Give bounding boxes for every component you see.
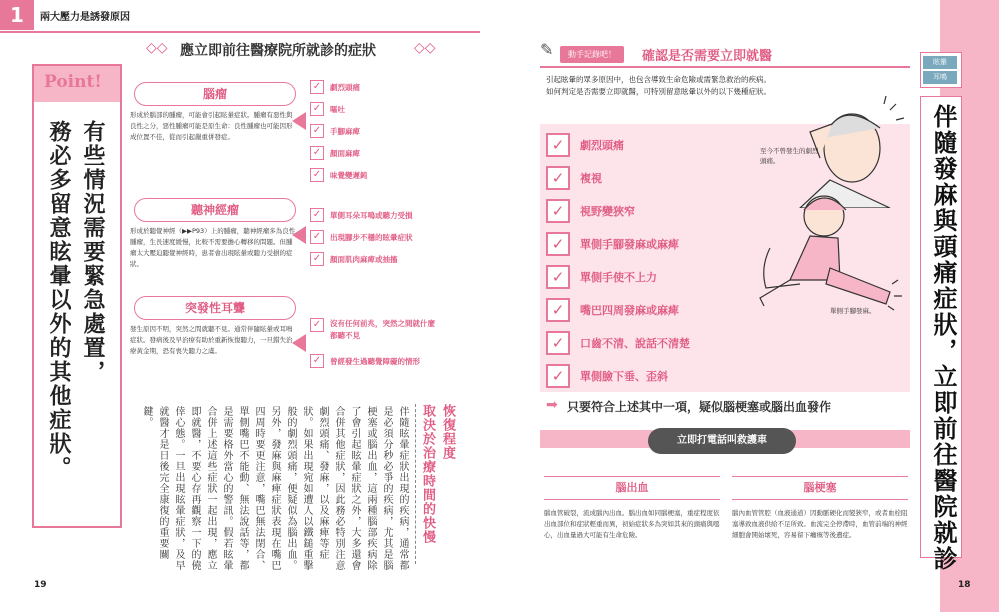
brain-infarct-desc: 腦內血管管腔（血液通道）因動脈硬化而變狹窄，或者血栓阻塞導致血液供給不足所致。血流完全停滯時，血管前端的神經細胞會開始壞死，容易留下癱瘓等後遺症。 [732,509,908,539]
checkbox-icon: ✓ [546,298,570,322]
checkbox-icon: ✓ [546,166,570,190]
symptom-item: ✓ 顏面麻痺 [310,142,440,164]
column-divider [414,404,416,564]
symptom-item: ✓ 沒有任何前兆，突然之間就什麼都聽不見 [310,318,460,350]
checkbox-icon: ✓ [546,265,570,289]
checkbox-icon: ✓ [546,331,570,355]
caption-numbness: 單側手腳發麻。 [830,307,876,315]
condition-desc: 形成於腦部的腫瘤，可能會引起眩暈症狀。腫瘤有惡性與良性之分，惡性腫瘤可能是原生命：良性腫瘤也可能因形成位置不佳，從而引起嚴重併發症。 [130,111,293,141]
memo-desc: 引起眩暈的眾多原因中，也包含導致生命危險或需緊急救治的疾病。 如何判定是否需要立即就醫，可特別留意眩暈以外的以下幾種症狀。 [546,75,771,96]
condition-title: 腦瘤 [134,82,296,106]
numbness-illustration [730,188,910,318]
checklist-item: ✓ 嘴巴四周發麻或麻痺 [546,293,736,326]
brain-bleed-desc: 腦血管破裂，流成腦內出血。腦出血如同腦梗塞，重症程度依出血部位和症狀輕重而異，初始症狀多為突如其來的頭痛與噁心，出血量過大可能有生命危險。 [544,509,720,539]
emergency-pill: 立即打電話叫救護車 [648,428,796,454]
tag-tinnitus: 耳鳴 [923,71,957,84]
column-heading-1: 恢復程度 [440,404,455,460]
checkbox-icon: ✓ [546,364,570,388]
section-title: 應立即前往醫療院所就診的症狀 [180,43,376,59]
pencil-icon: ✎ [540,40,554,59]
memo-badge: 動手記錄吧！ [560,46,624,63]
condition-title: 聽神經瘤 [134,198,296,222]
checklist-item: ✓ 劇烈頭痛 [546,128,736,161]
arrow-left-icon [292,334,306,352]
checkbox-icon: ✓ [310,252,324,266]
symptom-item: ✓ 劇烈頭痛 [310,76,440,98]
result-text: 只要符合上述其中一項，疑似腦梗塞或腦出血發作 [567,400,832,414]
point-text-line1: 有些情況需要緊急處置， [80,120,106,384]
checkbox-icon: ✓ [546,199,570,223]
checklist-item: ✓ 單側臉下垂、歪斜 [546,359,736,392]
checkbox-icon: ✓ [310,146,324,160]
point-mark: ! [94,72,102,92]
symptom-item: ✓ 單側耳朵耳鳴或聽力受損 [310,204,460,226]
symptom-item: ✓ 嘔吐 [310,98,440,120]
memo-title: 確認是否需要立即就醫 [642,49,773,64]
symptom-item: ✓ 顏面肌肉麻痺或抽搐 [310,248,460,270]
tag-dizziness: 眩暈 [923,56,957,69]
right-arrow-icon: ➡ [546,397,558,413]
checkbox-icon: ✓ [310,208,324,222]
checklist-item: ✓ 視野變狹窄 [546,194,736,227]
symptom-item: ✓ 味覺變遲鈍 [310,164,440,186]
condition-desc: 形成於聽覺神經（▶▶P93）上的腫瘤，聽神經瘤多為良性腫瘤，生長速度緩慢，比較不需要擔心轉移的問題。但腫瘤太大壓迫聽覺神經時，患者會出現眩暈或聽力受損的症狀。 [130,227,296,268]
symptom-item: ✓ 曾經發生過聽覺障礙的情形 [310,350,460,372]
checkbox-icon: ✓ [310,80,324,94]
page-number-right: 18 [958,580,971,590]
checkbox-icon: ✓ [310,168,324,182]
condition-title: 突發性耳聾 [134,296,296,320]
checkbox-icon: ✓ [310,102,324,116]
checkbox-icon: ✓ [310,318,324,332]
checkbox-icon: ✓ [546,133,570,157]
diamond-icon: ◇◇ [146,40,168,56]
brain-infarct-title: 腦梗塞 [732,476,908,500]
page-number-left: 19 [34,580,47,590]
brain-bleed-title: 腦出血 [544,476,720,500]
column-heading-2: 取決於治療時間的快慢 [420,404,435,544]
checklist [546,128,736,392]
checkbox-icon: ✓ [310,354,324,368]
chapter-rule [0,31,480,33]
arrow-left-icon [292,112,306,130]
checklist-item: ✓ 單側手使不上力 [546,260,736,293]
chapter-title: 兩大壓力是誘發原因 [40,12,130,23]
chapter-number: 1 [0,0,34,30]
point-label: Point! [44,72,102,92]
checkbox-icon: ✓ [310,230,324,244]
checklist-item: ✓ 口齒不清、說話不清楚 [546,326,736,359]
column-body: 伴隨眩暈症狀出現的疾病，通常都是必須分秒必爭的疾病，尤其是腦梗塞或腦出血，這兩種腦部疾病除了會引起眩暈症狀之外，大多還會合併其他症狀，因此務必特別注意劇烈頭痛、發麻，以及麻痺等症狀。如果出現宛如遭人以鐵鎚重擊般的劇烈頭痛，便疑似為腦出血。另外，發麻與麻痺症狀表現在嘴巴四周時要更注意，嘴巴無法閉合、單側嘴巴不能動、無法說話等，都是需要格外當心的警訊。假若眩暈合併上述這些症狀一起出現，應立即就醫，不要心存再觀察一下的僥倖心態。一旦出現眩暈症狀，及早就醫才是日後完全康復的重要關鍵。 [141,406,408,571]
condition-desc: 發生原因不明，突然之間就聽不見。通常伴隨眩暈或耳鳴症狀。發病後及早治療有助於重新恢復聽力，一旦錯失治療黃金期，恐有喪失聽力之虞。 [130,325,293,355]
memo-rule [540,66,910,68]
checklist-item: ✓ 複視 [546,161,736,194]
checklist-item: ✓ 單側手腳發麻或麻痺 [546,227,736,260]
caption-headache: 至今不曾發生的劇烈頭痛。 [760,147,819,165]
point-text-line2: 務必多留意眩暈以外的其他症狀。 [46,120,72,480]
checkbox-icon: ✓ [546,232,570,256]
arrow-left-icon [292,226,306,244]
symptom-item: ✓ 出現腳步不穩的眩暈症狀 [310,226,460,248]
diamond-icon: ◇◇ [414,40,436,56]
symptom-item: ✓ 手腳麻痺 [310,120,440,142]
big-title: 伴隨發麻與頭痛症狀，立即前往醫院就診 [929,104,958,572]
checkbox-icon: ✓ [310,124,324,138]
